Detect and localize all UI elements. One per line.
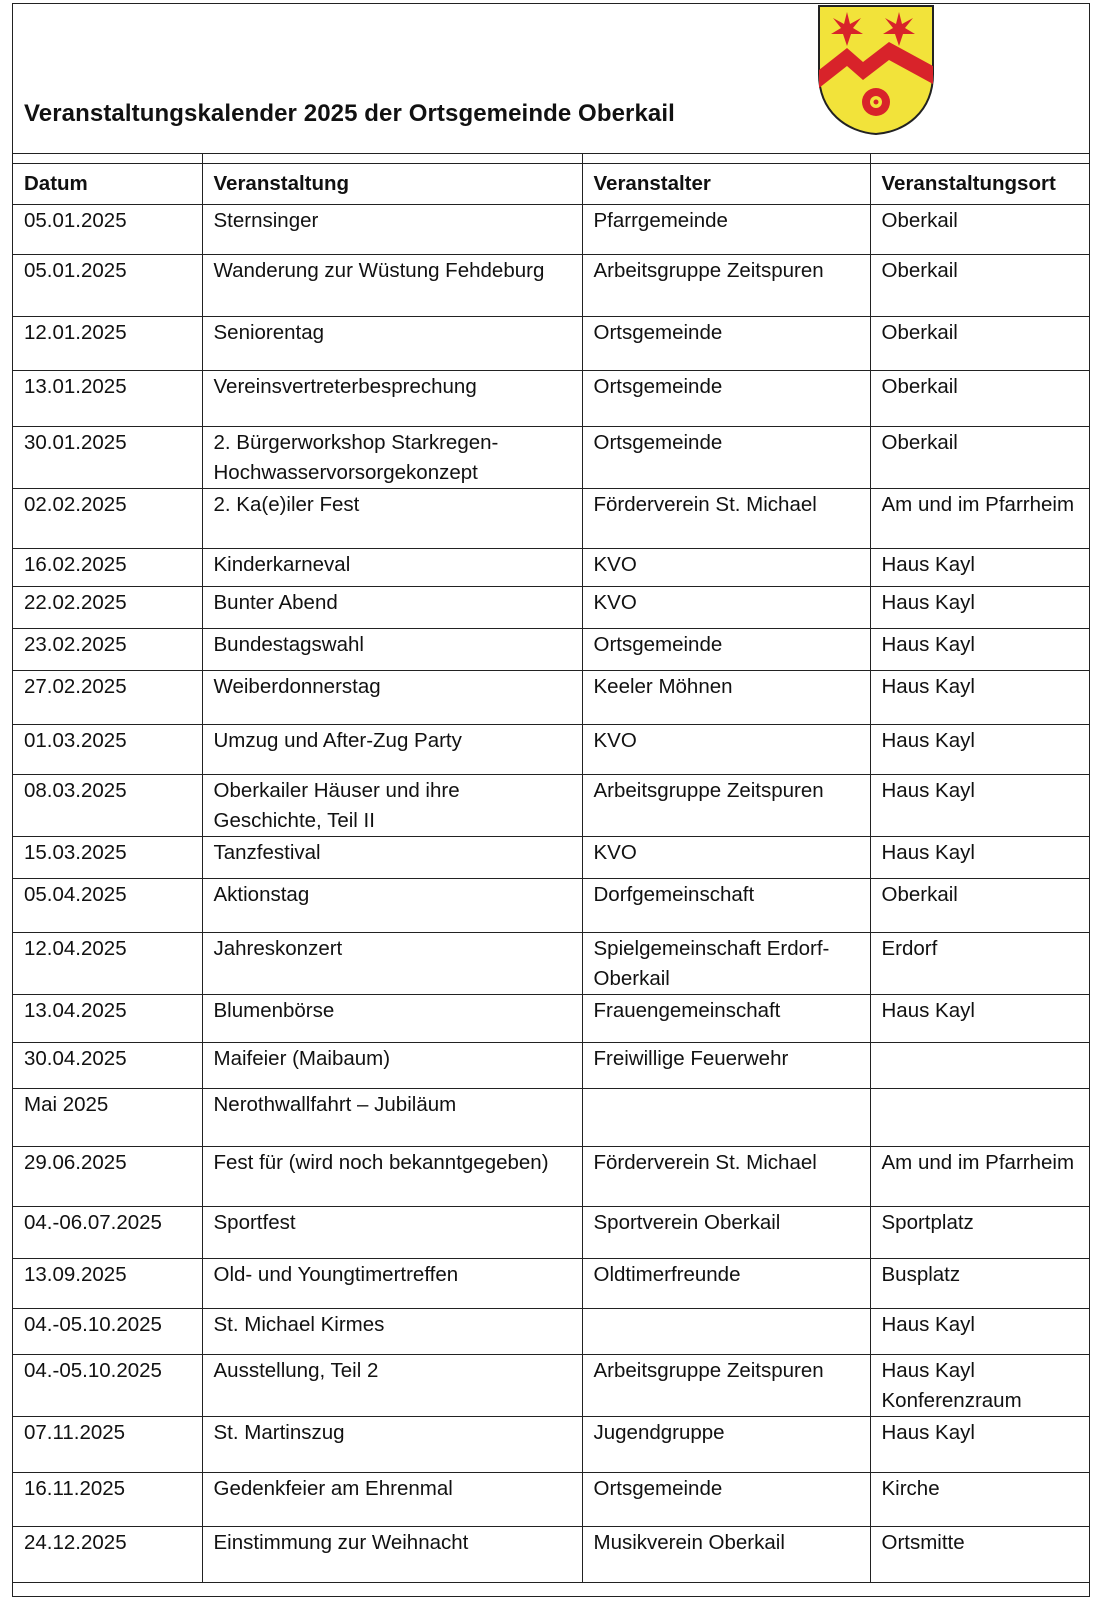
cell-organizer: Sportverein Oberkail [582,1206,870,1258]
cell-venue: Haus Kayl [870,548,1089,586]
cell-organizer: Arbeitsgruppe Zeitspuren [582,774,870,836]
cell-organizer: Oldtimerfreunde [582,1258,870,1308]
cell-venue: Oberkail [870,370,1089,426]
cell-date: 12.04.2025 [13,932,202,994]
cell-venue: Oberkail [870,254,1089,316]
table-row [13,316,1089,370]
cell-organizer: KVO [582,548,870,586]
cell-event: Old- und Youngtimertreffen [202,1258,582,1308]
cell-venue: Sportplatz [870,1206,1089,1258]
table-row [13,1258,1089,1308]
cell-date: 13.04.2025 [13,994,202,1042]
cell-organizer: Keeler Möhnen [582,670,870,724]
table-row [13,1526,1089,1582]
header-date: Datum [13,164,202,204]
cell-organizer: Förderverein St. Michael [582,1146,870,1206]
cell-date: 05.01.2025 [13,254,202,316]
cell-event: Blumenbörse [202,994,582,1042]
header-organizer: Veranstalter [582,164,870,204]
table-row [13,1308,1089,1354]
cell-date: 22.02.2025 [13,586,202,628]
table-row [13,1206,1089,1258]
cell-date: 05.04.2025 [13,878,202,932]
header-event: Veranstaltung [202,164,582,204]
cell-date: 23.02.2025 [13,628,202,670]
cell-organizer: Ortsgemeinde [582,316,870,370]
cell-event: Sportfest [202,1206,582,1258]
cell-event: Jahreskonzert [202,932,582,994]
cell-organizer: Ortsgemeinde [582,1472,870,1526]
table-row [13,1416,1089,1472]
page-title: Veranstaltungskalender 2025 der Ortsgemeinde Oberkail [24,100,675,127]
table-row [13,254,1089,316]
table-row [13,204,1089,254]
cell-date: 01.03.2025 [13,724,202,774]
cell-organizer: Frauengemeinschaft [582,994,870,1042]
cell-venue: Kirche [870,1472,1089,1526]
cell-date: 16.11.2025 [13,1472,202,1526]
table-row [13,994,1089,1042]
cell-organizer: Förderverein St. Michael [582,488,870,548]
cell-event: Maifeier (Maibaum) [202,1042,582,1088]
cell-venue: Haus Kayl [870,836,1089,878]
cell-venue: Haus Kayl [870,994,1089,1042]
cell-organizer: Arbeitsgruppe Zeitspuren [582,254,870,316]
cell-venue: Haus Kayl [870,1308,1089,1354]
cell-organizer: Ortsgemeinde [582,426,870,488]
cell-date: 15.03.2025 [13,836,202,878]
cell-date: 05.01.2025 [13,204,202,254]
cell-date: 24.12.2025 [13,1526,202,1582]
cell-venue: Busplatz [870,1258,1089,1308]
cell-venue: Oberkail [870,426,1089,488]
cell-organizer: KVO [582,586,870,628]
table-row [13,488,1089,548]
cell-event: Oberkailer Häuser und ihre Geschichte, Teil II [202,774,582,836]
table-row [13,1042,1089,1088]
cell-event: Fest für (wird noch bekanntgegeben) [202,1146,582,1206]
cell-organizer: Freiwillige Feuerwehr [582,1042,870,1088]
cell-organizer: Ortsgemeinde [582,628,870,670]
header-venue: Veranstaltungsort [870,164,1089,204]
table-row [13,1146,1089,1206]
spacer-row [13,154,1089,164]
cell-venue [870,1088,1089,1146]
coat-of-arms-icon [817,4,935,136]
cell-date: 27.02.2025 [13,670,202,724]
cell-date: 04.-05.10.2025 [13,1354,202,1416]
cell-event: Aktionstag [202,878,582,932]
cell-event: Umzug und After-Zug Party [202,724,582,774]
table-row [13,932,1089,994]
cell-event: Kinderkarneval [202,548,582,586]
cell-date: 07.11.2025 [13,1416,202,1472]
cell-date: 13.09.2025 [13,1258,202,1308]
cell-date: 30.04.2025 [13,1042,202,1088]
cell-venue: Haus Kayl [870,628,1089,670]
cell-event: St. Martinszug [202,1416,582,1472]
cell-event: Weiberdonnerstag [202,670,582,724]
cell-organizer: Musikverein Oberkail [582,1526,870,1582]
cell-venue: Am und im Pfarrheim [870,1146,1089,1206]
table-row [13,1472,1089,1526]
cell-organizer [582,1088,870,1146]
cell-organizer: Pfarrgemeinde [582,204,870,254]
cell-venue: Haus Kayl Konferenzraum [870,1354,1089,1416]
event-calendar-table [13,164,1089,1583]
table-row [13,628,1089,670]
table-row [13,670,1089,724]
table-row [13,586,1089,628]
cell-date: 16.02.2025 [13,548,202,586]
cell-event: Wanderung zur Wüstung Fehdeburg [202,254,582,316]
cell-date: 04.-06.07.2025 [13,1206,202,1258]
cell-venue: Erdorf [870,932,1089,994]
cell-event: Nerothwallfahrt – Jubiläum [202,1088,582,1146]
cell-venue: Ortsmitte [870,1526,1089,1582]
cell-organizer [582,1308,870,1354]
cell-date: 02.02.2025 [13,488,202,548]
cell-event: 2. Bürgerworkshop Starkregen-Hochwasservorsorgekonzept [202,426,582,488]
cell-event: Einstimmung zur Weihnacht [202,1526,582,1582]
cell-date: 13.01.2025 [13,370,202,426]
cell-date: 29.06.2025 [13,1146,202,1206]
calendar-page [12,3,1090,1597]
cell-date: 08.03.2025 [13,774,202,836]
cell-event: 2. Ka(e)iler Fest [202,488,582,548]
table-header-row [13,164,1089,204]
cell-event: Sternsinger [202,204,582,254]
table-row [13,1354,1089,1416]
table-row [13,774,1089,836]
cell-organizer: Spielgemeinschaft Erdorf-Oberkail [582,932,870,994]
cell-event: Tanzfestival [202,836,582,878]
title-area [13,4,1089,154]
cell-venue: Haus Kayl [870,1416,1089,1472]
cell-event: Seniorentag [202,316,582,370]
cell-event: Gedenkfeier am Ehrenmal [202,1472,582,1526]
table-row [13,370,1089,426]
cell-date: 04.-05.10.2025 [13,1308,202,1354]
cell-event: Ausstellung, Teil 2 [202,1354,582,1416]
cell-venue: Oberkail [870,878,1089,932]
cell-venue: Oberkail [870,316,1089,370]
cell-organizer: Dorfgemeinschaft [582,878,870,932]
table-row [13,724,1089,774]
table-row [13,836,1089,878]
cell-organizer: KVO [582,724,870,774]
cell-venue [870,1042,1089,1088]
cell-venue: Oberkail [870,204,1089,254]
table-row [13,548,1089,586]
cell-venue: Haus Kayl [870,774,1089,836]
cell-venue: Haus Kayl [870,586,1089,628]
cell-event: Vereinsvertreterbesprechung [202,370,582,426]
cell-event: St. Michael Kirmes [202,1308,582,1354]
cell-organizer: Arbeitsgruppe Zeitspuren [582,1354,870,1416]
table-row [13,1088,1089,1146]
table-row [13,878,1089,932]
cell-organizer: Ortsgemeinde [582,370,870,426]
cell-date: Mai 2025 [13,1088,202,1146]
cell-venue: Am und im Pfarrheim [870,488,1089,548]
cell-date: 12.01.2025 [13,316,202,370]
cell-organizer: Jugendgruppe [582,1416,870,1472]
cell-date: 30.01.2025 [13,426,202,488]
cell-event: Bundestagswahl [202,628,582,670]
cell-venue: Haus Kayl [870,724,1089,774]
table-row [13,426,1089,488]
cell-venue: Haus Kayl [870,670,1089,724]
cell-organizer: KVO [582,836,870,878]
cell-event: Bunter Abend [202,586,582,628]
